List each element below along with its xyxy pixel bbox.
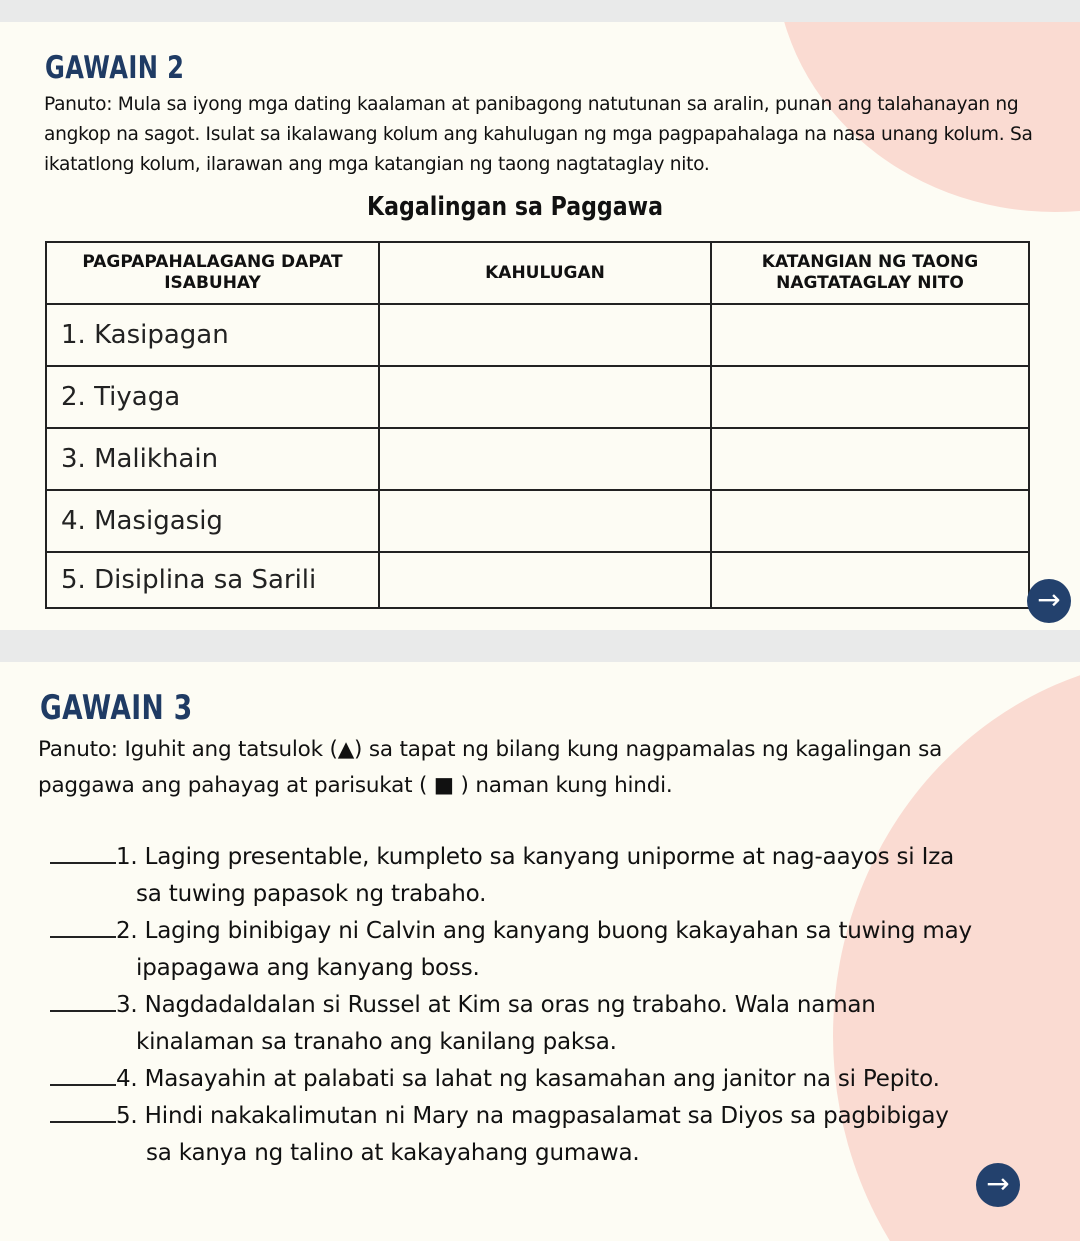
next-arrow-icon[interactable]: → <box>1027 579 1071 623</box>
answer-blank[interactable] <box>50 990 116 1012</box>
table-title: Kagalingan sa Paggawa <box>367 192 663 222</box>
header-pagpapahalaga: PAGPAPAHALAGANG DAPAT ISABUHAY <box>46 242 379 304</box>
row-label: 2. Tiyaga <box>46 366 379 428</box>
kahulugan-cell[interactable] <box>379 490 711 552</box>
row-label: 4. Masigasig <box>46 490 379 552</box>
katangian-cell[interactable] <box>711 304 1029 366</box>
next-arrow-icon[interactable]: → <box>976 1163 1020 1207</box>
kahulugan-cell[interactable] <box>379 428 711 490</box>
row-label: 3. Malikhain <box>46 428 379 490</box>
kahulugan-cell[interactable] <box>379 366 711 428</box>
gawain2-page <box>0 22 1080 630</box>
row-label: 1. Kasipagan <box>46 304 379 366</box>
statement-list <box>50 839 1050 1172</box>
header-kahulugan: KAHULUGAN <box>379 242 711 304</box>
header-katangian: KATANGIAN NG TAONG NAGTATAGLAY NITO <box>711 242 1029 304</box>
katangian-cell[interactable] <box>711 552 1029 608</box>
values-table <box>45 241 1030 609</box>
answer-blank[interactable] <box>50 1064 116 1086</box>
list-item: 4. Masayahin at palabati sa lahat ng kasamahan ang janitor na si Pepito. <box>50 1061 1050 1098</box>
list-item: 1. Laging presentable, kumpleto sa kanyang uniporme at nag-aayos si Iza sa tuwing papasok ng trabaho. <box>50 839 1050 913</box>
katangian-cell[interactable] <box>711 490 1029 552</box>
list-item: 5. Hindi nakakalimutan ni Mary na magpasalamat sa Diyos sa pagbibigay sa kanya ng talino at kakayahang gumawa. <box>50 1098 1050 1172</box>
answer-blank[interactable] <box>50 842 116 864</box>
gawain3-instruction: Panuto: Iguhit ang tatsulok (▲) sa tapat ng bilang kung nagpamalas ng kagalingan sa paggawa ang pahayag at parisukat ( ■ ) naman kung hindi. <box>38 737 943 798</box>
kahulugan-cell[interactable] <box>379 552 711 608</box>
row-label: 5. Disiplina sa Sarili <box>46 552 379 608</box>
answer-blank[interactable] <box>50 1101 116 1123</box>
gawain2-title: GAWAIN 2 <box>45 50 185 86</box>
gawain2-instruction: Panuto: Mula sa iyong mga dating kaalaman at panibagong natutunan sa aralin, punan ang talahanayan ng angkop na sagot. Isulat sa ikalawang kolum ang kahulugan ng mga pagpapahalaga na nasa unang kolum. Sa ikatatlong kolum, ilarawan ang mga katangian ng taong nagtataglay nito. <box>44 94 1033 175</box>
list-item: 3. Nagdadaldalan si Russel at Kim sa oras ng trabaho. Wala naman kinalaman sa tranaho ang kanilang paksa. <box>50 987 1050 1061</box>
gawain3-title: GAWAIN 3 <box>40 688 193 728</box>
list-item: 2. Laging binibigay ni Calvin ang kanyang buong kakayahan sa tuwing may ipapagawa ang kanyang boss. <box>50 913 1050 987</box>
katangian-cell[interactable] <box>711 366 1029 428</box>
katangian-cell[interactable] <box>711 428 1029 490</box>
answer-blank[interactable] <box>50 916 116 938</box>
kahulugan-cell[interactable] <box>379 304 711 366</box>
gawain3-page <box>0 662 1080 1241</box>
